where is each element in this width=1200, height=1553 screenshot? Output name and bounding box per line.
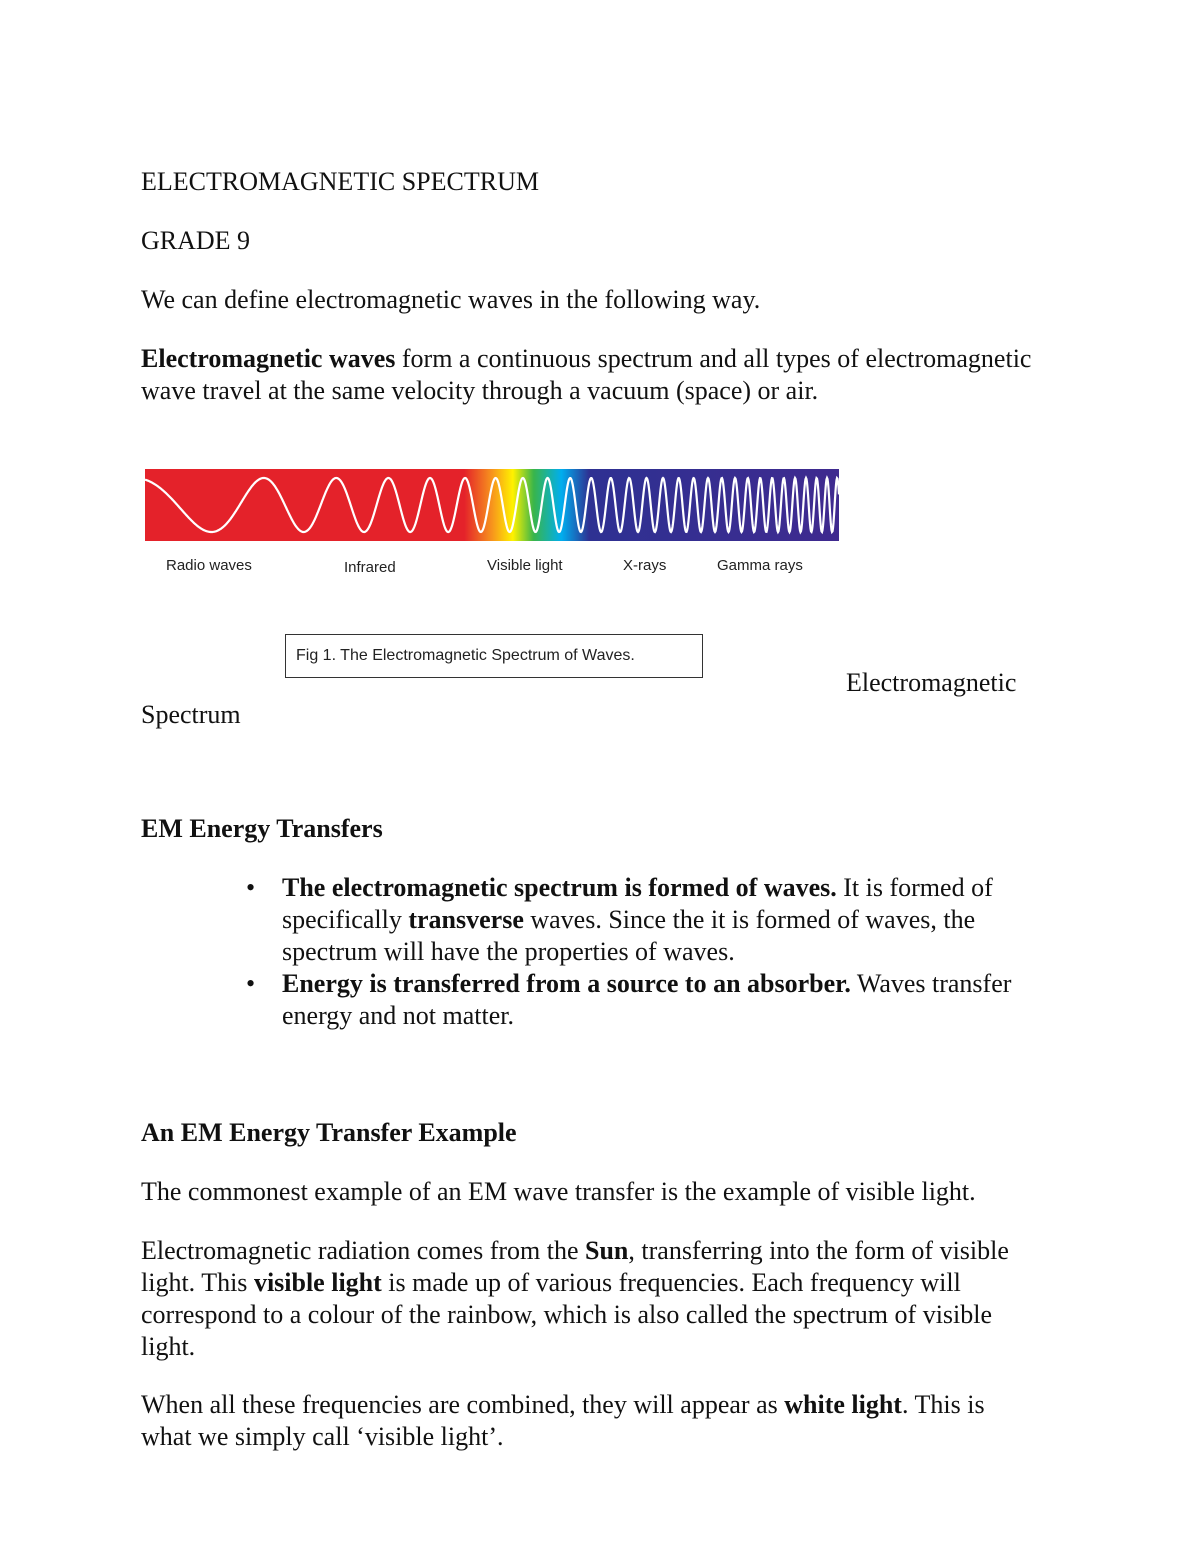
bullet-list — [246, 872, 1042, 1032]
label-gamma-rays: Gamma rays — [717, 557, 803, 574]
section-title-em-energy-transfers: EM Energy Transfers — [141, 814, 383, 843]
document-title: ELECTROMAGNETIC SPECTRUM — [141, 167, 539, 196]
label-infrared: Infrared — [344, 559, 396, 576]
section-title-example: An EM Energy Transfer Example — [141, 1118, 517, 1147]
label-x-rays: X-rays — [623, 557, 667, 574]
example-paragraph-2: Electromagnetic radiation comes from the Sun, transferring into the form of visible light. This visible light is made up of various frequencies. Each frequency will correspond to a colour of the rainbow, which is also called the spectrum of visible light. — [141, 1236, 1009, 1361]
list-item: • The electromagnetic spectrum is formed of waves. It is formed of specifically transverse waves. Since the it is formed of waves, the spectrum will have the properties of waves. — [246, 873, 993, 966]
list-item: • Energy is transferred from a source to an absorber. Waves transfer energy and not matter. — [246, 969, 1012, 1030]
definition-text: form a continuous spectrum and all types of electromagnetic wave travel at the same velocity through a vacuum (space) or air. — [141, 344, 1032, 405]
em-spectrum-figure — [145, 469, 839, 541]
spectrum-band — [145, 469, 839, 541]
figure-caption: Fig 1. The Electromagnetic Spectrum of Waves. — [285, 634, 703, 678]
grade-label: GRADE 9 — [141, 226, 251, 255]
stray-label-part1: Electromagnetic — [846, 668, 1017, 697]
label-visible-light: Visible light — [487, 557, 563, 574]
stray-label-part2: Spectrum — [141, 700, 241, 729]
label-radio-waves: Radio waves — [166, 557, 252, 574]
bullet-icon: • — [246, 873, 256, 902]
example-paragraph-3: When all these frequencies are combined, they will appear as white light. This is what we simply call ‘visible light’. — [141, 1390, 985, 1451]
definition-paragraph — [141, 343, 1041, 407]
intro-paragraph: We can define electromagnetic waves in the following way. — [141, 285, 761, 314]
bullet-icon: • — [246, 969, 256, 998]
definition-term: Electromagnetic waves — [141, 344, 396, 373]
example-paragraph-1: The commonest example of an EM wave transfer is the example of visible light. — [141, 1177, 976, 1206]
